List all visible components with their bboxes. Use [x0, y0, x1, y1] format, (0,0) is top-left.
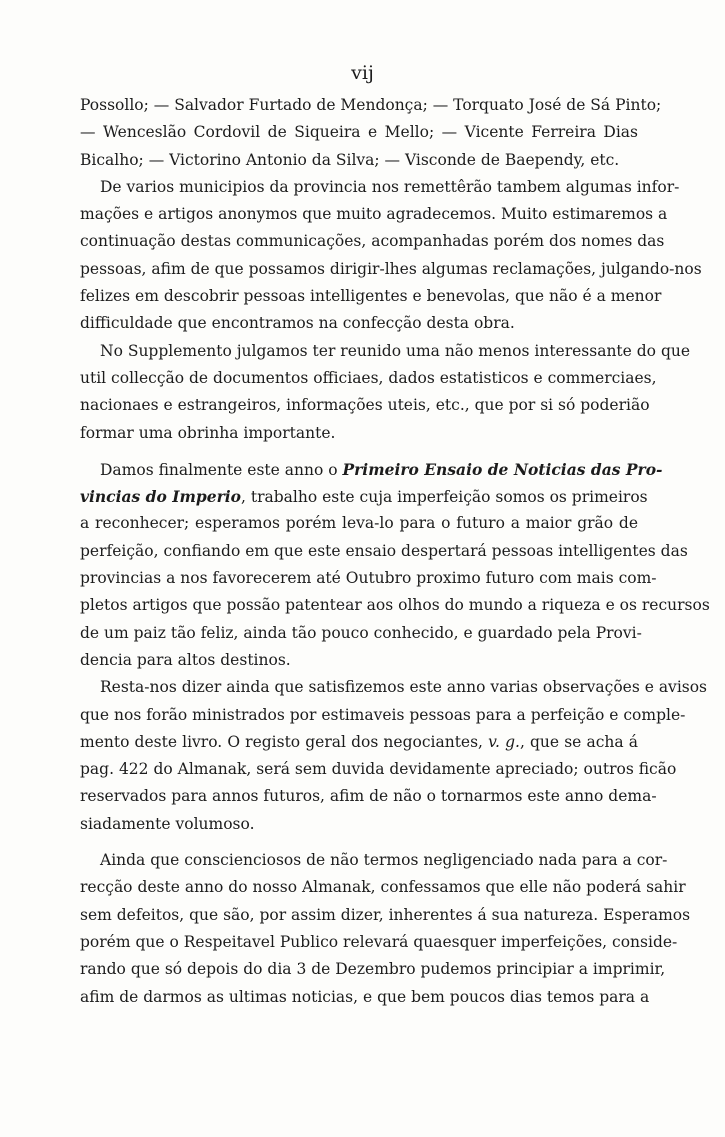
text-segment: , trabalho este cuja imperfeição somos os primeiros — [240, 488, 648, 507]
page-number: vij — [351, 62, 374, 84]
text-segment: , que se acha á — [519, 732, 638, 751]
text-segment: Damos finalmente este anno o — [100, 460, 338, 479]
paragraph-first-line: De varios municipios da provincia nos remettêrão tambem algumas infor- — [100, 177, 680, 196]
text-line: a reconhecer; esperamos porém leva-lo para o futuro a maior grão de — [80, 514, 638, 533]
paragraph-first-line: No Supplemento julgamos ter reunido uma não menos interessante do que — [100, 341, 691, 360]
text-line: Possollo; — Salvador Furtado de Mendonça; — Torquato José de Sá Pinto; — [80, 96, 662, 114]
text-line: perfeição, confiando em que este ensaio despertará pessoas intelligentes das — [80, 541, 688, 560]
text-line: recção deste anno do nosso Almanak, confessamos que elle não poderá sahir — [80, 878, 686, 897]
body-text — [80, 92, 710, 1011]
text-line — [80, 729, 638, 756]
text-line: Bicalho; — Victorino Antonio da Silva; — Visconde de Baependy, etc. — [80, 150, 620, 169]
text-line: dencia para altos destinos. — [80, 650, 291, 669]
text-segment: mento deste livro. O registo geral dos negociantes, — [80, 732, 483, 751]
text-line: porém que o Respeitavel Publico relevará quaesquer imperfeições, conside- — [80, 932, 678, 951]
text-line: continuação destas communicações, acompanhadas porém dos nomes das — [80, 232, 665, 251]
text-line: mações e artigos anonymos que muito agradecemos. Muito estimaremos a — [80, 205, 668, 224]
text-line: felizes em descobrir pessoas intelligentes e benevolas, que não é a menor — [80, 287, 662, 306]
text-line: difficuldade que encontramos na confecção desta obra. — [80, 314, 515, 333]
text-line: pletos artigos que possão patentear aos olhos do mundo a riqueza e os recursos — [80, 596, 710, 615]
text-line: afim de darmos as ultimas noticias, e que bem poucos dias temos para a — [80, 987, 650, 1006]
text-line: que nos forão ministrados por estimaveis pessoas para a perfeição e comple- — [80, 705, 686, 724]
text-line: provincias a nos favorecerem até Outubro proximo futuro com mais com- — [80, 569, 657, 588]
italic-title-part: vincias do Imperio — [80, 487, 241, 507]
text-line — [80, 483, 648, 510]
italic-abbreviation: v. g. — [488, 732, 520, 751]
text-line: reservados para annos futuros, afim de não o tornarmos este anno dema- — [80, 787, 657, 806]
text-line: — Wenceslão Cordovil de Siqueira e Mello; — Vicente Ferreira Dias — [80, 123, 638, 142]
text-line: de um paiz tão feliz, ainda tão pouco conhecido, e guardado pela Provi- — [80, 623, 642, 642]
paragraph-first-line: Resta-nos dizer ainda que satisfizemos este anno varias observações e avisos — [100, 678, 708, 697]
text-line: nacionaes e estrangeiros, informações uteis, etc., que por si só poderião — [80, 396, 650, 415]
italic-title-part: Primeiro Ensaio de Noticias das Pro- — [342, 459, 663, 479]
text-line: pag. 422 do Almanak, será sem duvida devidamente apreciado; outros ficão — [80, 760, 677, 779]
paragraph-first-line — [80, 456, 663, 483]
text-line: siadamente volumoso. — [80, 814, 255, 833]
text-line: util collecção de documentos officiaes, dados estatisticos e commerciaes, — [80, 368, 657, 387]
text-line: pessoas, afim de que possamos dirigir-lhes algumas reclamações, julgando-nos — [80, 259, 702, 278]
text-line: sem defeitos, que são, por assim dizer, inherentes á sua natureza. Esperamos — [80, 905, 691, 924]
text-line: formar uma obrinha importante. — [80, 423, 336, 442]
text-line: rando que só depois do dia 3 de Dezembro pudemos principiar a imprimir, — [80, 960, 666, 979]
paragraph-first-line: Ainda que conscienciosos de não termos negligenciado nada para a cor- — [100, 851, 668, 870]
